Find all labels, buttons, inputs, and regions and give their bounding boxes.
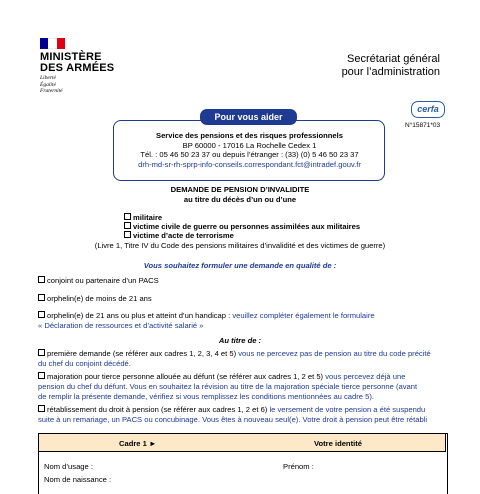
titre-note-2: pension du chef du défunt. Vous en souhaitez la révision au titre de la majoration spéciale tierce personne (avant (38, 382, 418, 391)
ministry-line1: MINISTÈRE (40, 51, 102, 63)
cerfa-number: N°15871*03 (405, 122, 441, 129)
checkbox-icon[interactable] (38, 372, 45, 379)
cerfa-logo: cerfa (411, 101, 445, 118)
ministry-line2: DES ARMÉES (40, 62, 115, 74)
titre-label: première demande (se référer aux cadres 1, 2, 3, 4 et 5) (47, 349, 237, 358)
motto-egalite: Égalité (40, 81, 56, 88)
secretariat-title (342, 53, 440, 79)
cadre1-header (38, 433, 446, 452)
help-email-link[interactable]: drh-md-sr-rh-sprp-info-conseils.correspondant.fct@intradef.gouv.fr (138, 159, 361, 169)
titre-note: le versement de votre pension a été suspendu (269, 405, 426, 414)
titre-note: vous percevez déjà une (325, 372, 406, 381)
option-victime-civile[interactable] (124, 222, 360, 231)
cadre1-title: Cadre 1 ► (119, 439, 157, 448)
help-tab: Pour vous aider (200, 109, 297, 125)
checkbox-icon[interactable] (124, 231, 131, 238)
option-label: militaire (133, 213, 163, 222)
titre-label: rétablissement du droit à pension (se référer aux cadres 1, 2 et 6) (47, 405, 268, 414)
option-label: victime civile de guerre ou personnes assimilées aux militaires (133, 222, 361, 231)
nom-naissance-label: Nom de naissance : (44, 475, 112, 484)
titre-premiere-demande[interactable] (38, 349, 448, 369)
checkbox-icon[interactable] (38, 311, 45, 318)
republic-motto (40, 75, 63, 95)
titre-note: vous ne percevez pas de pension au titre du code précité (238, 349, 431, 358)
qualite-label: orphelin(e) de moins de 21 ans (47, 294, 152, 303)
titre-note-3: de remplir la présente demande, vérifiez si vous remplissez les conditions mentionnées au cadre 5). (38, 392, 374, 401)
titre-majoration[interactable] (38, 372, 448, 402)
sg-line1: Secrétariat général (347, 53, 440, 65)
form-subtitle: au titre du décès d’un ou d’une (183, 195, 297, 204)
help-text (113, 131, 386, 169)
qualite-orphelin-handicap[interactable] (38, 311, 448, 331)
ministry-name (40, 52, 114, 74)
republic-flag-logo (40, 38, 65, 49)
titre-retablissement[interactable] (38, 405, 448, 425)
checkbox-icon[interactable] (38, 349, 45, 356)
qualite-note: veuillez compléter également le formulaire (232, 311, 375, 320)
help-phone: Tél. : 05 46 50 23 37 ou depuis l’étranger : (33) (0) 5 46 50 23 37 (140, 150, 359, 159)
checkbox-icon[interactable] (38, 276, 45, 283)
option-militaire[interactable] (124, 213, 360, 222)
option-label: victime d’acte de terrorisme (133, 231, 234, 240)
titre-note-2: suite à un remariage, un PACS ou concubinage. Vous êtes à nouveau seul(e). Votre droit à pension peut être rétabli (38, 415, 428, 424)
qualite-conjoint[interactable] (38, 276, 159, 285)
qualite-label: conjoint ou partenaire d’un PACS (47, 276, 159, 285)
prenom-label: Prénom : (283, 462, 314, 471)
checkbox-icon[interactable] (124, 213, 131, 220)
motto-liberte: Liberté (40, 75, 56, 81)
code-reference: (Livre 1, Titre IV du Code des pensions militaires d’invalidité et des victimes de guerre) (94, 241, 386, 250)
qualite-label: orphelin(e) de 21 ans ou plus et atteint d’un handicap : (47, 311, 231, 320)
qualite-note-form: « Déclaration de ressources et d’activité salarié » (38, 321, 204, 330)
help-service: Service des pensions et des risques professionnels (156, 131, 343, 140)
cadre1-identity: Votre identité (314, 439, 362, 448)
motto-fraternite: Fraternité (40, 88, 63, 94)
help-address: BP 60000 - 17016 La Rochelle Cedex 1 (182, 140, 317, 150)
checkbox-icon[interactable] (38, 405, 45, 412)
checkbox-icon[interactable] (38, 294, 45, 301)
form-title: DEMANDE DE PENSION D’INVALIDITE (170, 185, 310, 194)
qualite-question: Vous souhaitez formuler une demande en qualité de : (143, 261, 337, 270)
checkbox-icon[interactable] (124, 222, 131, 229)
sg-line2: pour l’administration (341, 66, 440, 78)
option-terrorisme[interactable] (124, 231, 360, 240)
qualite-orphelin-21[interactable] (38, 294, 152, 303)
au-titre-heading: Au titre de : (218, 336, 262, 345)
nom-usage-label: Nom d’usage : (44, 462, 93, 471)
titre-label: majoration pour tierce personne allouée au défunt (se référer aux cadres 1, 2 et 5) (47, 372, 324, 381)
titre-note-2: du chef du conjoint décédé. (38, 359, 131, 368)
deceased-type-options (124, 213, 360, 240)
